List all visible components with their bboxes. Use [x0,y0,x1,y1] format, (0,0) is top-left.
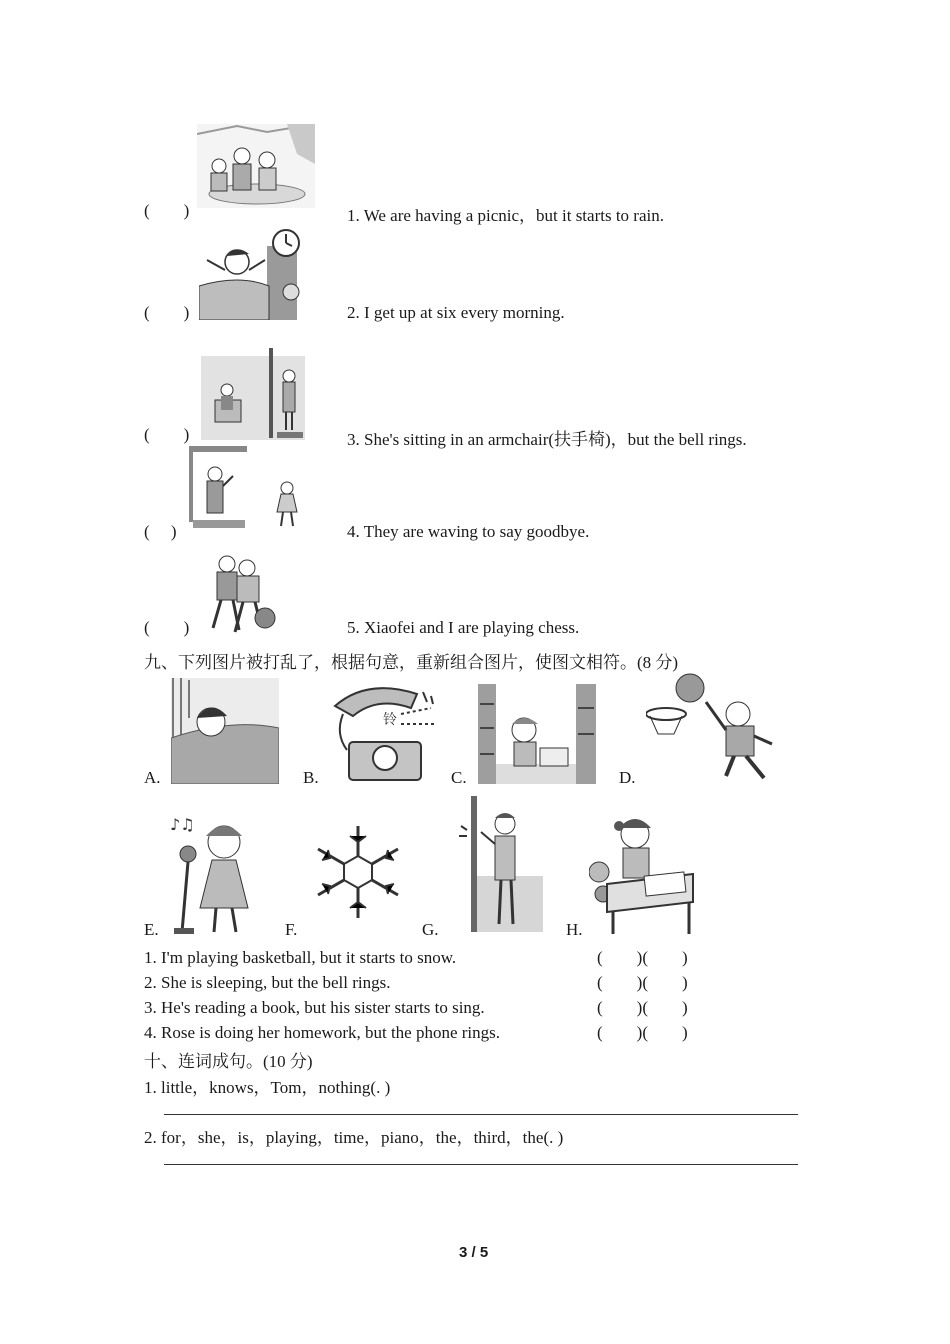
s9-answer-2[interactable]: ( )( ) [597,973,688,992]
boy-ringing-bell-picture [457,796,543,932]
answer-paren-5[interactable]: ( ) [144,618,190,637]
boys-basketball-picture [199,552,281,636]
answer-paren-3[interactable]: ( ) [144,425,190,444]
answer-paren-1[interactable]: ( ) [144,201,190,220]
s9-answer-3[interactable]: ( )( ) [597,998,688,1017]
picture-label-d: D. [619,768,636,787]
match-sentence-1: 1. We are having a picnic，but it starts to rain. [347,206,664,225]
s10-question-2: 2. for，she，is，playing，time，piano，the，third，the(. ) [144,1128,564,1147]
picture-label-g: G. [422,920,439,939]
s9-question-4: 4. Rose is doing her homework, but the phone rings. [144,1023,501,1042]
s9-question-2: 2. She is sleeping, but the bell rings. [144,973,391,992]
get-up-picture [199,226,303,320]
s9-answer-1[interactable]: ( )( ) [597,948,688,967]
picture-label-c: C. [451,768,467,787]
page-number: 3 / 5 [459,1244,489,1261]
picture-label-e: E. [144,920,159,939]
picture-label-f: F. [285,920,298,939]
snowflake-picture [308,822,408,922]
s10-question-1: 1. little，knows，Tom，nothing(. ) [144,1078,391,1097]
sleeping-girl-picture [171,678,279,784]
ringing-phone-picture [327,684,439,784]
boy-playing-basketball-picture [646,672,774,784]
girl-singing-picture [166,812,270,936]
picture-label-a: A. [144,768,161,787]
s10-answer-line-1[interactable] [164,1114,798,1115]
phone-ring-char: 铃 [383,712,397,728]
match-sentence-2: 2. I get up at six every morning. [347,303,565,322]
waving-goodbye-picture [189,446,307,530]
girl-homework-picture [589,812,695,936]
match-sentence-3: 3. She's sitting in an armchair(扶手椅)，but the bell rings. [347,430,747,449]
picture-label-h: H. [566,920,583,939]
match-sentence-4: 4. They are waving to say goodbye. [347,522,590,541]
section-10-heading: 十、连词成句。(10 分) [144,1052,313,1071]
match-sentence-5: 5. Xiaofei and I are playing chess. [347,618,580,637]
answer-paren-2[interactable]: ( ) [144,303,190,322]
picnic-picture [197,124,315,208]
s10-answer-line-2[interactable] [164,1164,798,1165]
svg-text:♪♫: ♪♫ [170,815,195,834]
answer-paren-4[interactable]: ( ) [144,522,177,541]
section-9-heading: 九、下列图片被打乱了，根据句意，重新组合图片，使图文相符。(8 分) [144,653,679,672]
s9-question-3: 3. He's reading a book, but his sister starts to sing. [144,998,485,1017]
boy-reading-picture [478,684,596,784]
s9-answer-4[interactable]: ( )( ) [597,1023,688,1042]
armchair-bell-picture [201,348,305,440]
s9-question-1: 1. I'm playing basketball, but it starts to snow. [144,948,457,967]
picture-label-b: B. [303,768,319,787]
